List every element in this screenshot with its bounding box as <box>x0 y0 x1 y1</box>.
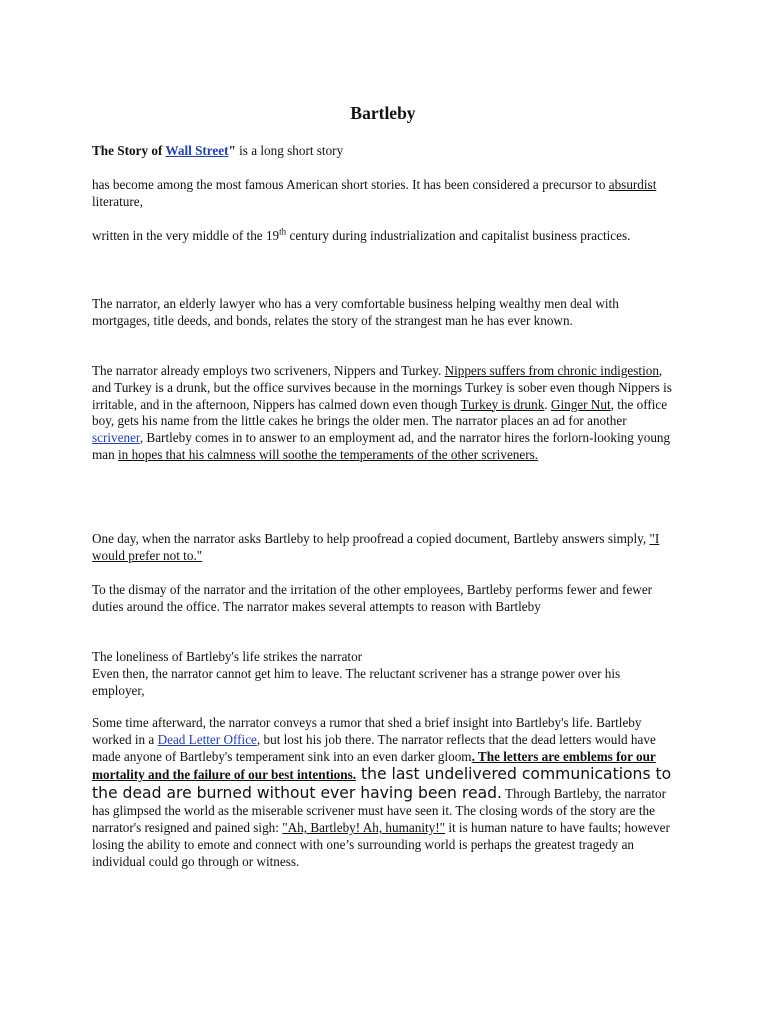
intro-text: is a long short story <box>235 143 344 158</box>
wall-street-link[interactable]: Wall Street <box>165 143 229 158</box>
dead-letter-office-link[interactable]: Dead Letter Office <box>157 731 257 747</box>
calmness-phrase: in hopes that his calmness will soothe the temperaments of the other scriveners. <box>118 446 539 462</box>
paragraph-dead-letter <box>92 715 674 871</box>
intro-bold-prefix: The Story of <box>92 143 166 158</box>
nippers-phrase: Nippers suffers from chronic indigestion <box>444 363 659 378</box>
dead-letter-text-2: , but lost his job there. The narrator reflects that the dead letters would have made anyone of Bartleby's temperament sink into an even darker gloom <box>92 731 656 764</box>
century-superscript: th <box>279 226 287 237</box>
paragraph-fame <box>92 177 674 211</box>
intro-line <box>92 143 674 160</box>
paragraph-dismay: To the dismay of the narrator and the irritation of the other employees, Bartleby performs fewer and fewer duties around the office. The narrator makes several attempts to reason with Bartleby <box>92 582 653 614</box>
undelivered-sentence: the last undelivered communications to the dead are burned without ever having been read. <box>92 765 672 803</box>
scrivener-link[interactable]: scrivener <box>92 430 140 446</box>
scriveners-text-1: The narrator already employs two scriveners, Nippers and Turkey. <box>92 363 445 378</box>
scriveners-text-3: . <box>544 396 551 412</box>
paragraph-proofread <box>92 531 674 565</box>
turkey-phrase: Turkey is drunk <box>460 396 545 412</box>
dead-letter-text-1: Some time afterward, the narrator conveys a rumor that shed a brief insight into Bartleby's life. Bartleby worked in a <box>92 715 642 747</box>
reluctant-text: Even then, the narrator cannot get him to leave. The reluctant scrivener has a strange power over his employer, <box>92 665 621 698</box>
scriveners-text-4: , the office boy, gets his name from the little cakes he brings the older men. The narrator places an ad for another <box>92 396 668 429</box>
century-text-2: century during industrialization and capitalist business practices. <box>286 228 631 243</box>
absurdist-term: absurdist <box>608 177 657 192</box>
page-title: Bartleby <box>350 103 416 123</box>
proofread-text: One day, when the narrator asks Bartleby to help proofread a copied document, Bartleby answers simply, <box>92 531 650 546</box>
paragraph-scriveners <box>92 363 674 464</box>
loneliness-line: The loneliness of Bartleby's life strikes the narrator <box>92 649 363 664</box>
fame-text-2: literature, <box>92 193 143 209</box>
scriveners-text-5: , Bartleby comes in to answer to an employment ad, and the narrator hires the forlorn-looking young man <box>92 430 671 462</box>
century-text-1: written in the very middle of the 19 <box>92 228 280 243</box>
paragraph-century <box>92 228 674 245</box>
dead-letter-text-3: Through Bartleby, the narrator has glimpsed the world as the miserable scrivener must have seen it. The closing words of the story are the narrator's resigned and pained sigh: <box>92 786 667 836</box>
fame-text-1: has become among the most famous American short stories. It has been considered a precursor to <box>92 177 609 192</box>
intro-bold-text <box>92 143 236 158</box>
emblems-sentence: . The letters are emblems for our mortality and the failure of our best intentions. <box>92 748 656 783</box>
humanity-quote: "Ah, Bartleby! Ah, humanity!" <box>282 820 446 836</box>
paragraph-narrator: The narrator, an elderly lawyer who has a very comfortable business helping wealthy men deal with mortgages, title deeds, and bonds, relates the story of the strangest man he has ever known. <box>92 296 619 328</box>
prefer-not-quote: "I would prefer not to." <box>92 531 660 563</box>
ginger-nut-phrase: Ginger Nut <box>550 396 611 412</box>
dead-letter-text-4: it is human nature to have faults; however losing the ability to emote and connect with one’s surrounding world is perhaps the greatest tragedy an individual could go through or witness. <box>92 820 670 869</box>
scriveners-text-2: , and Turkey is a drunk, but the office survives because in the mornings Turkey is sober even though Nippers is irritable, and in the afternoon, Nippers has calmed down even though <box>92 363 672 412</box>
intro-bold-quote: " <box>228 143 236 158</box>
paragraph-loneliness <box>92 649 674 699</box>
